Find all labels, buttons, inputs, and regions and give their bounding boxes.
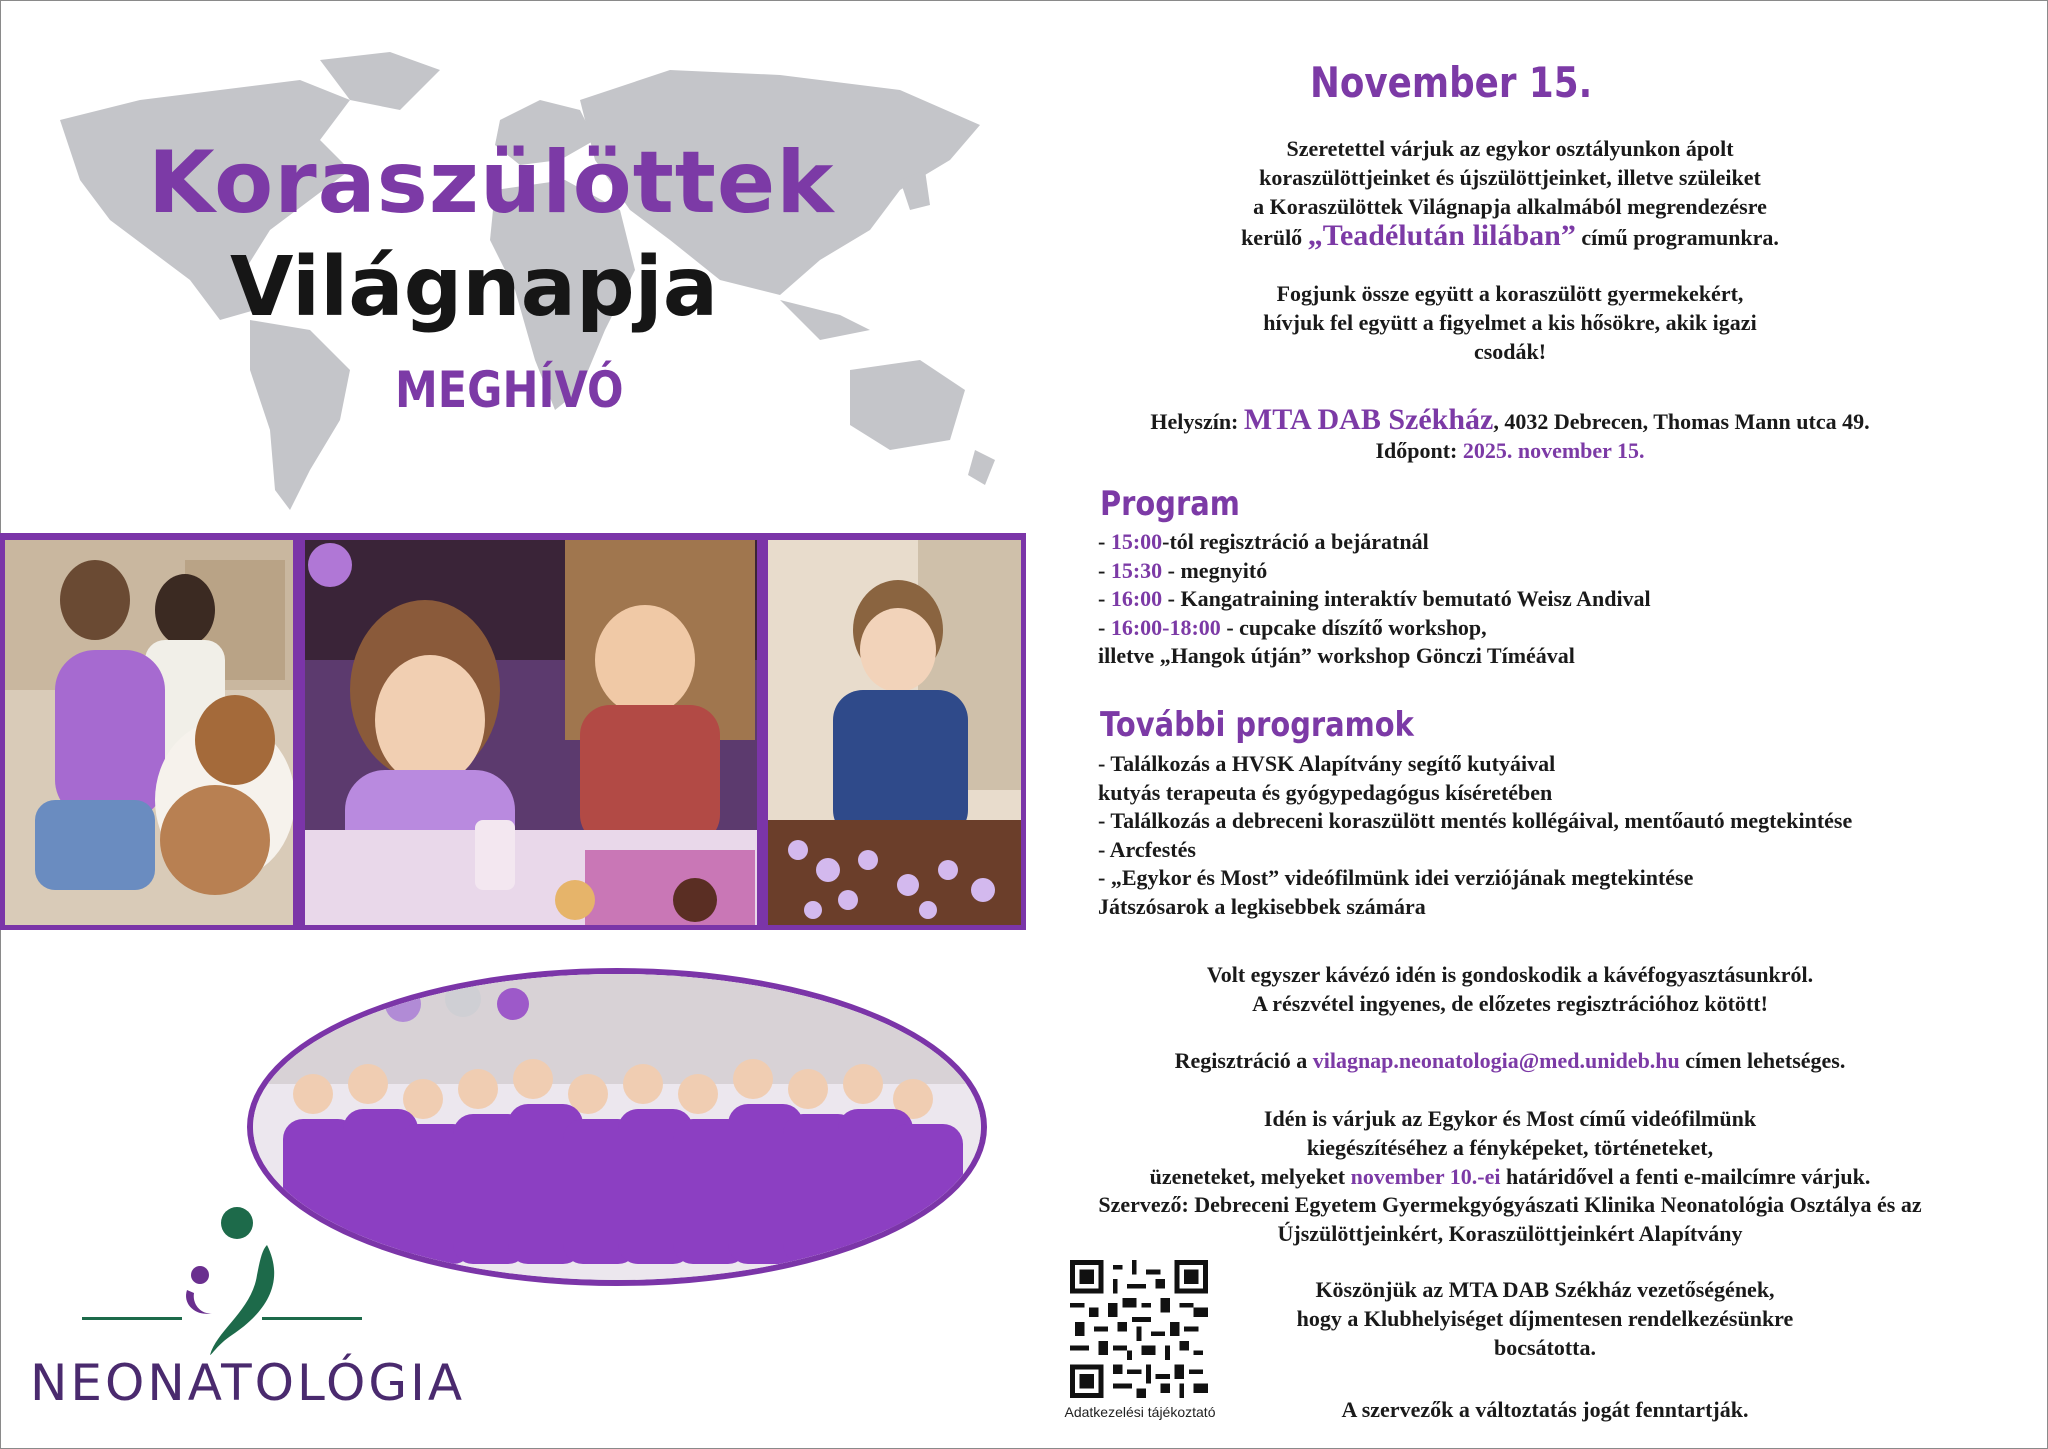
more-programs-heading: További programok xyxy=(1100,705,1414,745)
event-date: 2025. november 15. xyxy=(1462,438,1645,463)
more-programs-list xyxy=(1098,750,1852,922)
list-item: - 16:00-18:00 - cupcake díszítő workshop, xyxy=(1098,614,1487,640)
registration-info: Regisztráció a vilagnap.neonatologia@med.unideb.hu címen lehetséges. xyxy=(1174,1048,1846,1073)
program-heading: Program xyxy=(1100,484,1240,524)
list-item: kutyás terapeuta és gyógypedagógus kíséretében xyxy=(1098,779,1553,805)
list-item: Játszósarok a legkisebbek számára xyxy=(1098,893,1426,919)
intro-paragraph: Szeretettel várjuk az egykor osztályunkon ápolt koraszülöttjeinket és újszülöttjeinket, illetve szüleiket a Koraszülöttek Világnapja alkalmából megrendezésre kerülő „Teadélután lilában” című programunkra. xyxy=(1241,136,1779,252)
neonatology-logo-icon xyxy=(82,1205,362,1355)
program-list xyxy=(1098,528,1651,671)
video-call-for-content: Idén is várjuk az Egykor és Most című videófilmünk kiegészítéséhez a fényképeket, történeteket, üzeneteket, melyeket november 10.-ei határidővel a fenti e-mailcímre várjuk. xyxy=(1149,1106,1871,1189)
list-item: - Találkozás a debreceni koraszülött mentés kollégáival, mentőautó megtekintése xyxy=(1098,808,1853,834)
reservation-notice: A szervezők a változtatás jogát fenntartják. xyxy=(1341,1397,1749,1422)
photo-girl-with-dog xyxy=(5,540,293,925)
organizer-info: Szervező: Debreceni Egyetem Gyermekgyógyászati Klinika Neonatológia Osztálya és az Újszülöttjeinkért, Koraszülöttjeinkért Alapítvány xyxy=(1098,1192,1922,1246)
photo-boy-with-petals xyxy=(768,540,1021,925)
qr-caption: Adatkezelési tájékoztató xyxy=(1064,1404,1216,1420)
title-vilagnapja: Világnapja xyxy=(230,240,719,335)
deadline: november 10.-ei xyxy=(1350,1164,1501,1189)
list-item: - 16:00 - Kangatraining interaktív bemutató Weisz Andival xyxy=(1098,586,1651,612)
list-item: - Találkozás a HVSK Alapítvány segítő kutyáival xyxy=(1098,751,1556,776)
registration-email-link[interactable]: vilagnap.neonatologia@med.unideb.hu xyxy=(1312,1048,1680,1073)
qr-code-icon[interactable] xyxy=(1070,1260,1208,1398)
list-item: - 15:00-tól regisztráció a bejáratnál xyxy=(1098,529,1429,554)
cafe-note: Volt egyszer kávézó idén is gondoskodik a kávéfogyasztásunkról. A részvétel ingyenes, de előzetes regisztrációhoz kötött! xyxy=(1206,962,1814,1016)
list-item: - 15:30 - megnyitó xyxy=(1098,557,1268,583)
photo-band xyxy=(0,533,1026,930)
list-item: - „Egykor és Most” videófilmünk idei verziójának megtekintése xyxy=(1098,865,1694,891)
photo-children-face-paint xyxy=(305,540,757,925)
venue-name: MTA DAB Székház xyxy=(1243,403,1494,436)
together-paragraph: Fogjunk össze együtt a koraszülött gyermekekért, hívjuk fel együtt a figyelmet a kis hősökre, akik igazi csodák! xyxy=(1263,281,1757,364)
list-item: illetve „Hangok útján” workshop Gönczi Tíméával xyxy=(1098,643,1575,669)
thanks-paragraph: Köszönjük az MTA DAB Székház vezetőségének, hogy a Klubhelyiséget díjmentesen rendelkezésünkre bocsátotta. xyxy=(1296,1277,1794,1360)
program-name: „Teadélután lilában” xyxy=(1307,219,1576,252)
title-meghivo: MEGHÍVÓ xyxy=(395,361,624,419)
neonatology-logo-text: NEONATOLÓGIA xyxy=(30,1354,466,1412)
list-item: - Arcfestés xyxy=(1098,836,1196,862)
title-koraszulottek: Koraszülöttek xyxy=(148,133,835,233)
date-heading: November 15. xyxy=(1310,58,1593,107)
venue-info: Helyszín: MTA DAB Székház, 4032 Debrecen, Thomas Mann utca 49. Időpont: 2025. november 15. xyxy=(1150,403,1870,463)
